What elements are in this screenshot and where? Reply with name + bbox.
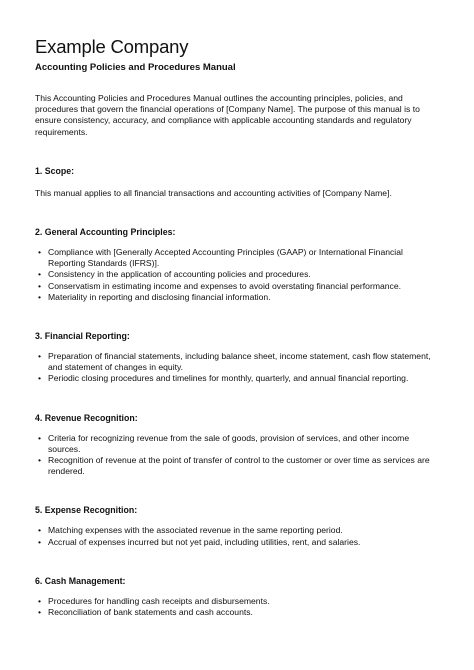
bullet-icon: • [38,247,42,258]
bullet-icon: • [38,607,42,618]
bullet-icon: • [38,525,42,536]
list-item [35,525,434,536]
section-4 [35,413,434,478]
section-2 [35,227,434,303]
list-item [35,455,434,477]
list-item-text: Periodic closing procedures and timelines for monthly, quarterly, and annual financial reporting. [48,373,409,384]
bullet-icon: • [38,432,42,443]
list-item [35,269,434,280]
section-title: 3. Financial Reporting: [35,331,130,342]
bullet-list [35,596,434,618]
bullet-list [35,247,434,303]
list-item-text: Conservatism in estimating income and expenses to avoid overstating financial performance. [48,280,402,291]
section-title: 4. Revenue Recognition: [35,412,138,423]
list-item-text: Recognition of revenue at the point of transfer of control to the customer or over time as services are rendered. [48,455,430,477]
list-item [35,433,434,455]
section-6 [35,576,434,618]
list-item-text: Procedures for handling cash receipts and disbursements. [48,595,270,606]
bullet-icon: • [38,280,42,291]
bullet-icon: • [38,373,42,384]
section-5 [35,505,434,547]
list-item-text: Accrual of expenses incurred but not yet paid, including utilities, rent, and salaries. [48,536,361,547]
list-item-text: Materiality in reporting and disclosing financial information. [48,291,271,302]
bullet-icon: • [38,351,42,362]
list-item [35,247,434,269]
list-item-text: Compliance with [Generally Accepted Accounting Principles (GAAP) or International Financial Reporting Standards (IFRS)]. [48,247,403,269]
bullet-icon: • [38,536,42,547]
list-item-text: Reconciliation of bank statements and cash accounts. [48,607,253,618]
list-item [35,607,434,618]
intro-paragraph: This Accounting Policies and Procedures Manual outlines the accounting principles, policies, and procedures that govern the financial operations of [Company Name]. The purpose of this manual is to ensure consistency, accuracy, and compliance with applicable accounting standards and regulatory requirements. [35,93,420,137]
section-1 [35,166,434,199]
list-item [35,351,434,373]
bullet-icon: • [38,455,42,466]
bullet-list [35,525,434,547]
list-item [35,373,434,384]
bullet-icon: • [38,269,42,280]
list-item-text: Matching expenses with the associated revenue in the same reporting period. [48,525,343,536]
company-name: Example Company [35,36,189,57]
bullet-list [35,351,434,385]
list-item-text: Preparation of financial statements, including balance sheet, income statement, cash flow statement, and statement of changes in equity. [48,351,431,373]
list-item [35,537,434,548]
section-title: 2. General Accounting Principles: [35,227,176,238]
section-title: 5. Expense Recognition: [35,505,138,516]
section-title: 1. Scope: [35,165,75,176]
document-subtitle: Accounting Policies and Procedures Manual [35,62,236,73]
list-item-text: Consistency in the application of accounting policies and procedures. [48,269,311,280]
list-item [35,596,434,607]
bullet-list [35,433,434,478]
sections-container [35,166,434,618]
section-3 [35,331,434,385]
list-item [35,292,434,303]
bullet-icon: • [38,291,42,302]
section-title: 6. Cash Management: [35,575,126,586]
list-item-text: Criteria for recognizing revenue from the sale of goods, provision of services, and other income sources. [48,432,410,454]
bullet-icon: • [38,595,42,606]
list-item [35,281,434,292]
section-paragraph: This manual applies to all financial transactions and accounting activities of [Company Name]. [35,187,392,198]
